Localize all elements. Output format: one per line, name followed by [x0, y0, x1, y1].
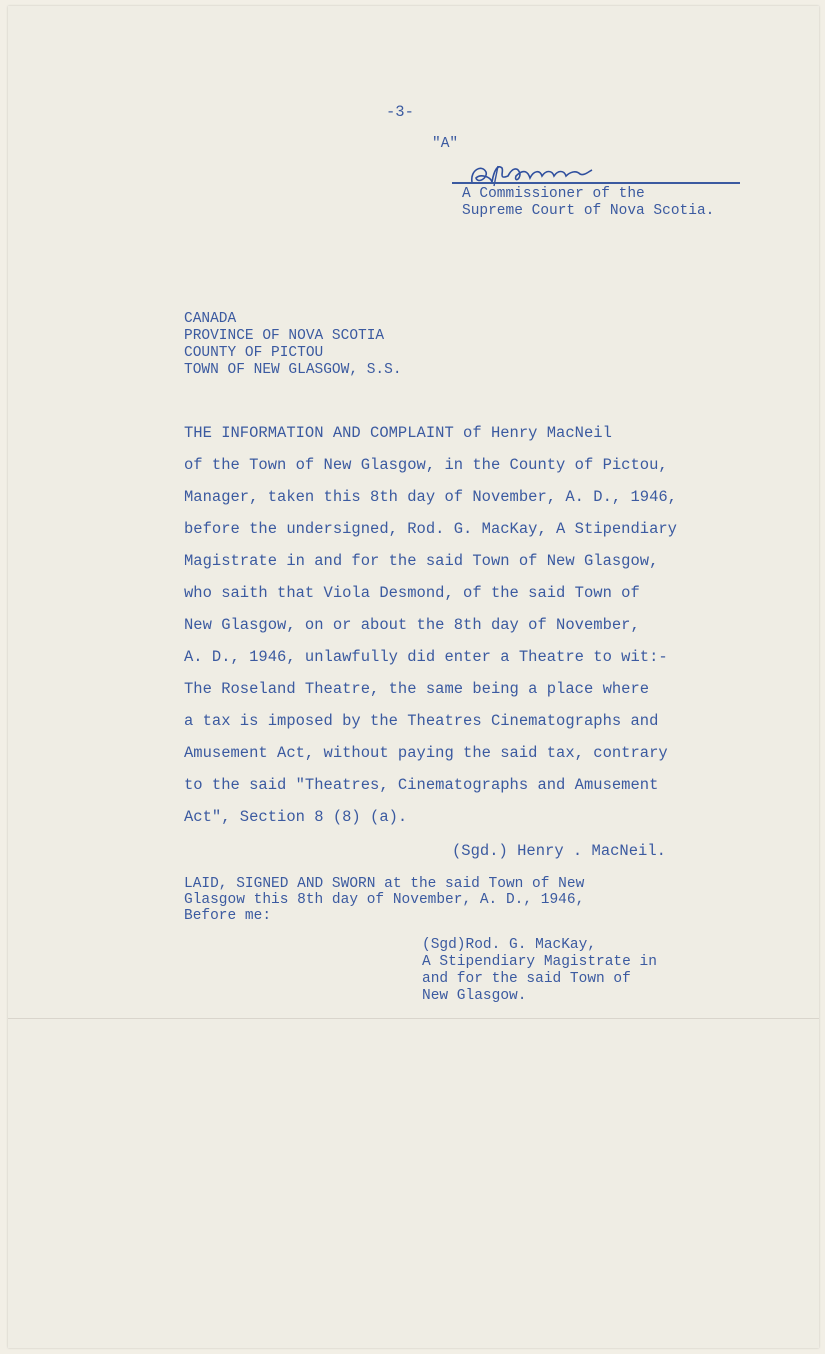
complaint-line: New Glasgow, on or about the 8th day of November, — [184, 616, 640, 634]
magistrate-line2: A Stipendiary Magistrate in — [422, 954, 657, 970]
complainant-signature: (Sgd.) Henry . MacNeil. — [452, 842, 666, 860]
paper-fold — [8, 1018, 819, 1019]
sworn-line2: Glasgow this 8th day of November, A. D., 1946, — [184, 892, 585, 908]
complaint-line: Manager, taken this 8th day of November, A. D., 1946, — [184, 488, 677, 506]
commissioner-title-line1: A Commissioner of the — [462, 186, 645, 202]
jurisdiction-county: COUNTY OF PICTOU — [184, 345, 324, 361]
complaint-line: Amusement Act, without paying the said tax, contrary — [184, 744, 668, 762]
signature-rule — [452, 182, 740, 184]
jurisdiction-province: PROVINCE OF NOVA SCOTIA — [184, 328, 385, 344]
complaint-line: Act", Section 8 (8) (a). — [184, 808, 408, 826]
complaint-line: A. D., 1946, unlawfully did enter a Theatre to wit:- — [184, 648, 668, 666]
complaint-line: THE INFORMATION AND COMPLAINT of Henry MacNeil — [184, 424, 612, 442]
commissioner-title-line2: Supreme Court of Nova Scotia. — [462, 203, 715, 219]
sworn-line1: LAID, SIGNED AND SWORN at the said Town of New — [184, 876, 585, 892]
complaint-line: Magistrate in and for the said Town of New Glasgow, — [184, 552, 659, 570]
magistrate-line4: New Glasgow. — [422, 988, 527, 1004]
complaint-line: The Roseland Theatre, the same being a place where — [184, 680, 650, 698]
complaint-line: of the Town of New Glasgow, in the County of Pictou, — [184, 456, 668, 474]
jurisdiction-country: CANADA — [184, 311, 237, 327]
sworn-line3: Before me: — [184, 908, 272, 924]
complaint-line: who saith that Viola Desmond, of the said Town of — [184, 584, 640, 602]
complaint-line: to the said "Theatres, Cinematographs and Amusement — [184, 776, 659, 794]
complaint-line: a tax is imposed by the Theatres Cinematographs and — [184, 712, 659, 730]
magistrate-line1: (Sgd)Rod. G. MacKay, — [422, 937, 597, 953]
magistrate-line3: and for the said Town of — [422, 971, 631, 987]
page-number: -3- — [386, 103, 414, 121]
exhibit-mark: "A" — [432, 136, 459, 152]
complaint-line: before the undersigned, Rod. G. MacKay, A Stipendiary — [184, 520, 677, 538]
jurisdiction-town: TOWN OF NEW GLASGOW, S.S. — [184, 362, 402, 378]
